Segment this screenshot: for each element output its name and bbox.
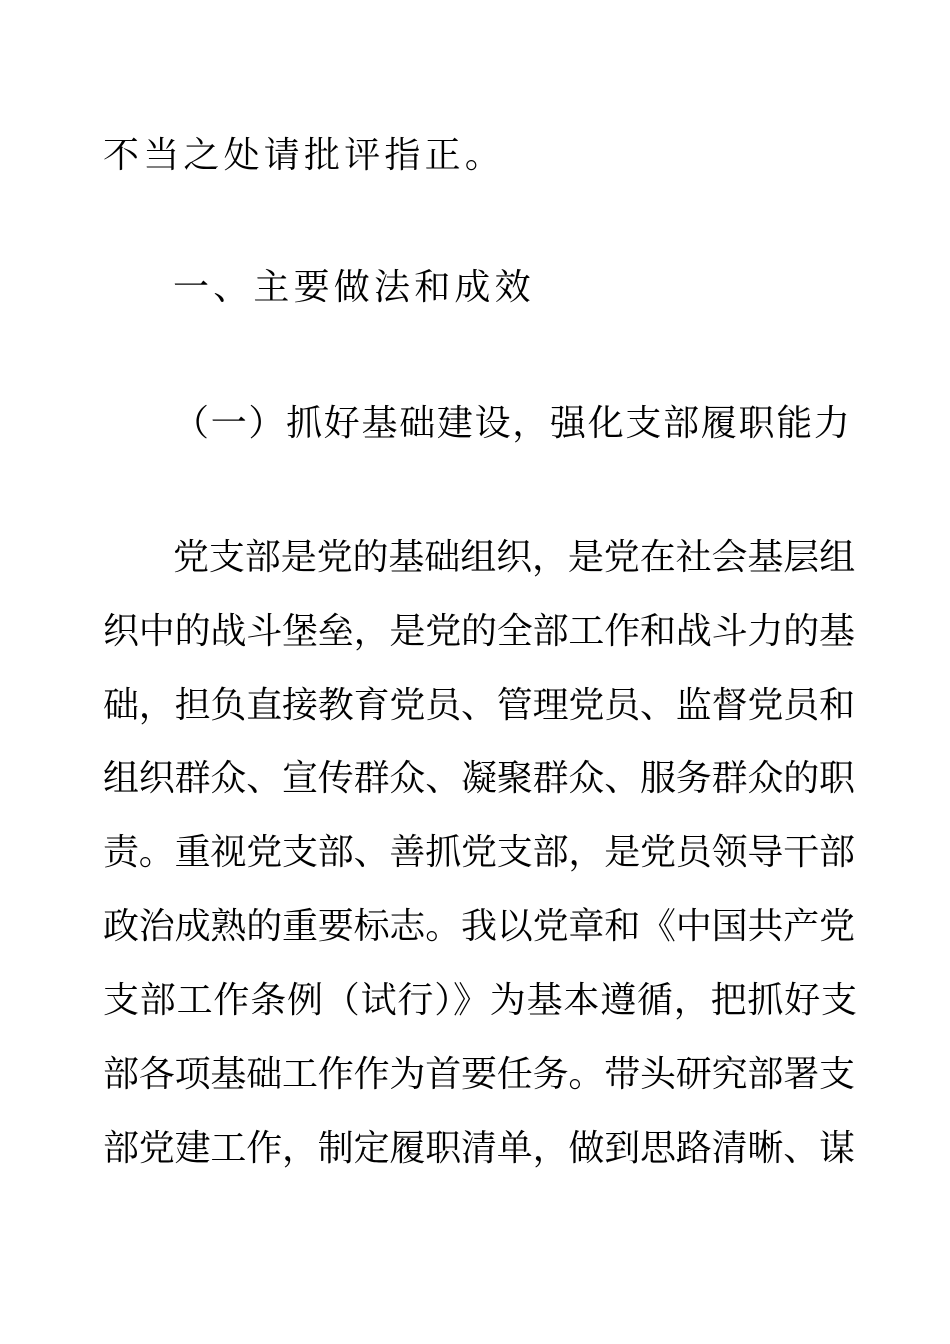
subsection-heading: （一）抓好基础建设，强化支部履职能力: [173, 403, 852, 444]
paragraph-line: 织中的战斗堡垒，是党的全部工作和战斗力的基: [103, 611, 855, 652]
paragraph-line: 部各项基础工作作为首要任务。带头研究部署支: [103, 1054, 855, 1095]
paragraph-line: 支部工作条例（试行）》为基本遵循，把抓好支: [103, 980, 858, 1021]
paragraph-line: 责。重视党支部、善抓党支部，是党员领导干部: [103, 832, 855, 873]
paragraph-tail-line: 不当之处请批评指正。: [103, 135, 506, 176]
paragraph-line: 政治成熟的重要标志。我以党章和《中国共产党: [103, 906, 855, 947]
paragraph-line: 部党建工作，制定履职清单，做到思路清晰、谋: [103, 1128, 855, 1169]
section-heading: 一、主要做法和成效: [173, 267, 535, 308]
paragraph-line: 础，担负直接教育党员、管理党员、监督党员和: [103, 685, 855, 726]
paragraph-line: 组织群众、宣传群众、凝聚群众、服务群众的职: [103, 758, 855, 799]
paragraph-line: 党支部是党的基础组织，是党在社会基层组: [173, 537, 856, 578]
